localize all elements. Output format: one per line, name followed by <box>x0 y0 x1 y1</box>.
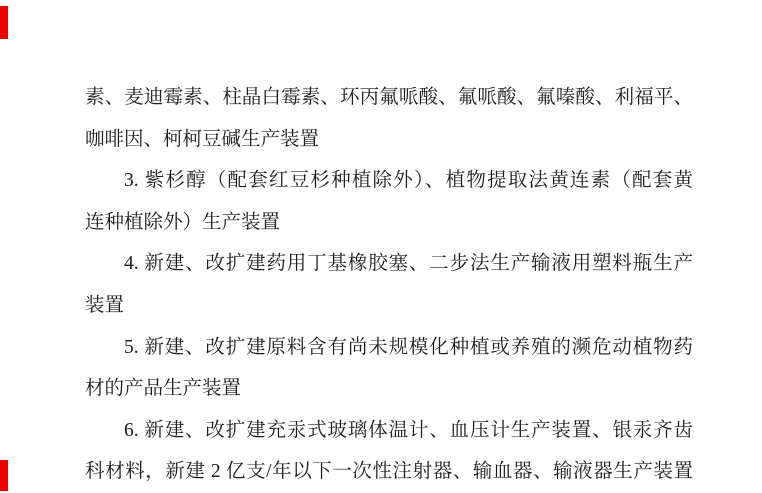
text-line: 素、麦迪霉素、柱晶白霉素、环丙氟哌酸、氟哌酸、氟嗪酸、利福平、 <box>85 87 693 108</box>
text-line: 连种植除外）生产装置 <box>85 211 281 233</box>
red-edge-mark-top <box>0 6 8 39</box>
document-text-block <box>85 77 693 493</box>
red-edge-mark-bottom <box>0 460 8 491</box>
text-line: 材的产品生产装置 <box>85 378 242 400</box>
text-line: 6. 新建、改扩建充汞式玻璃体温计、血压计生产装置、银汞齐齿 <box>124 419 693 441</box>
text-line: 咖啡因、柯柯豆碱生产装置 <box>85 128 320 150</box>
text-line: 5. 新建、改扩建原料含有尚未规模化种植或养殖的濒危动植物药 <box>124 336 693 358</box>
text-line: 4. 新建、改扩建药用丁基橡胶塞、二步法生产输液用塑料瓶生产 <box>124 253 693 275</box>
text-line: 3. 紫杉醇（配套红豆杉种植除外）、植物提取法黄连素（配套黄 <box>124 170 693 192</box>
text-line: 科材料，新建 2 亿支/年以下一次性注射器、输血器、输液器生产装置 <box>85 461 693 483</box>
text-line: 装置 <box>85 294 125 316</box>
